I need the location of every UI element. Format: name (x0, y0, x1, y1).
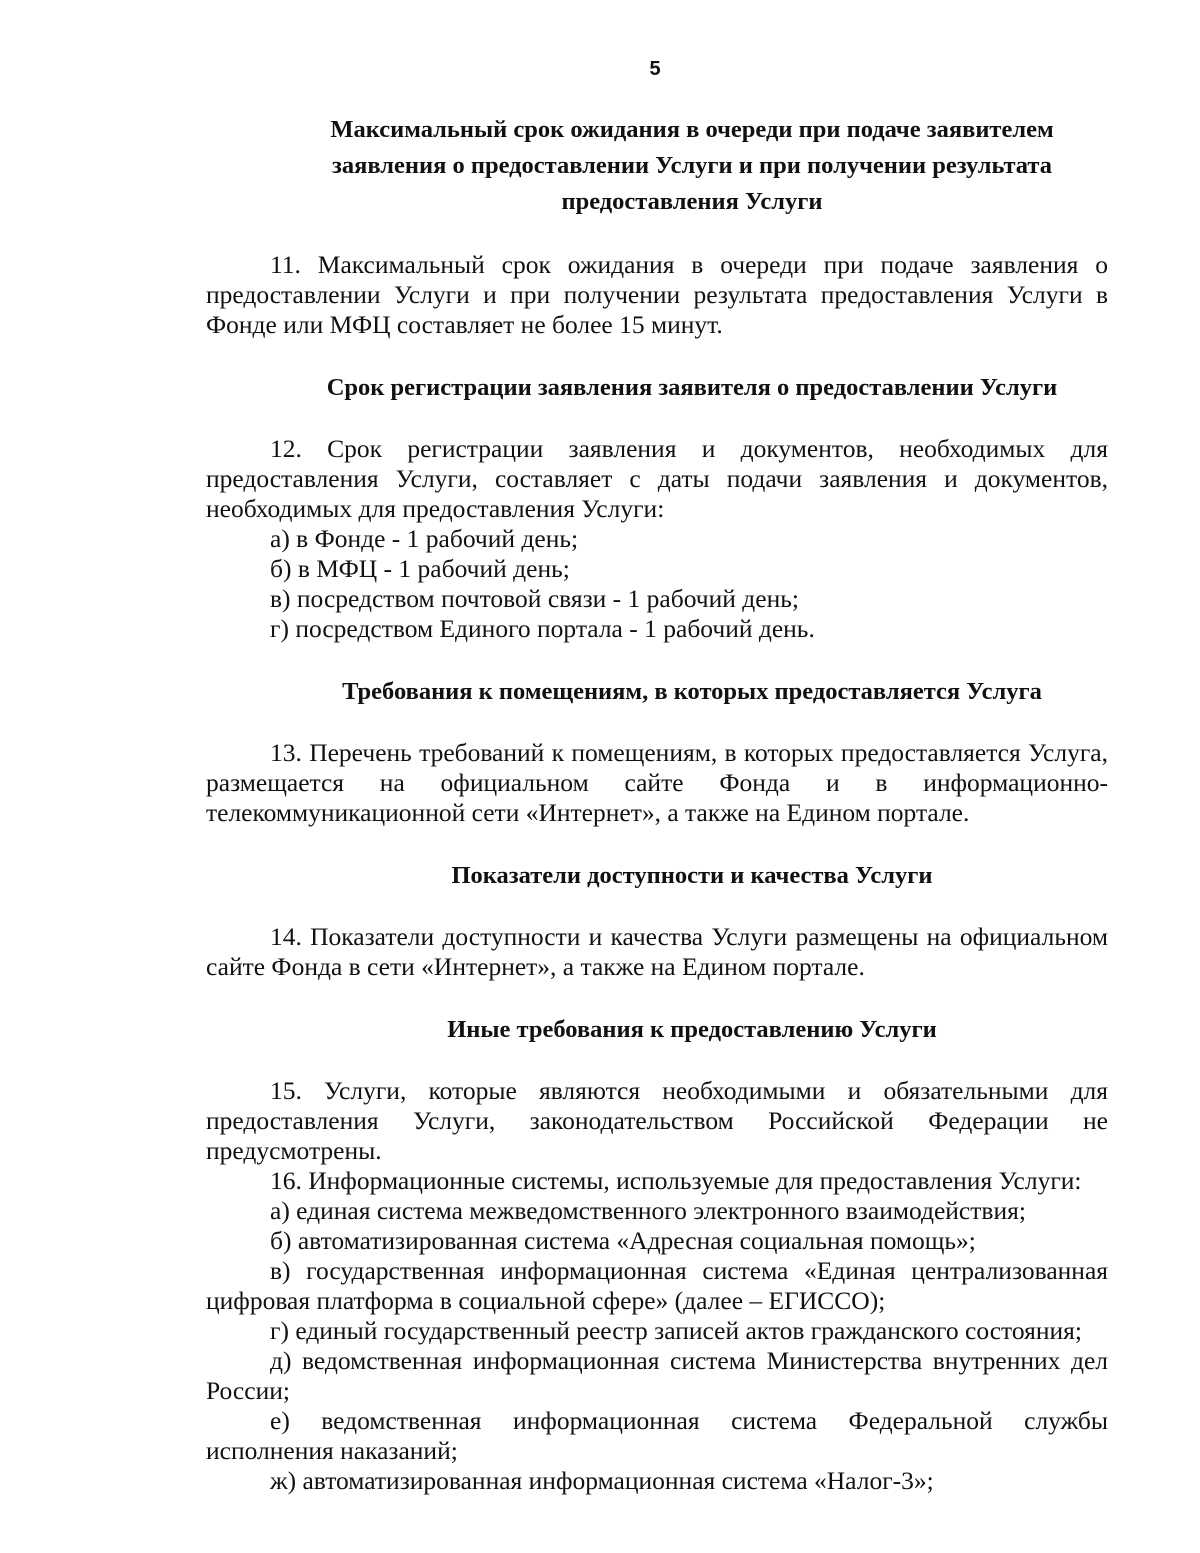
section-heading-indicators: Показатели доступности и качества Услуги (451, 862, 933, 889)
section-heading-queue-time: Максимальный срок ожидания в очереди при подаче заявителем заявления о предоставлении Услуги и при получении результата предоставления Услуги (330, 116, 1054, 215)
paragraph-16: 16. Информационные системы, используемые для предоставления Услуги: (270, 1166, 1082, 1195)
paragraph-12: 12. Срок регистрации заявления и документов, необходимых для предоставления Услуги, составляет с даты подачи заявления и документов, необходимых для предоставления Услуги: (206, 434, 1108, 523)
list-item-12b: б) в МФЦ - 1 рабочий день; (270, 554, 570, 583)
list-item-16g: ж) автоматизированная информационная система «Налог-3»; (270, 1466, 934, 1495)
section-heading-premises: Требования к помещениям, в которых предоставляется Услуга (342, 678, 1042, 705)
paragraph-15: 15. Услуги, которые являются необходимыми и обязательными для предоставления Услуги, законодательством Российской Федерации не предусмотрены. (206, 1076, 1108, 1165)
list-item-12d: г) посредством Единого портала - 1 рабочий день. (270, 614, 815, 643)
list-item-16b: б) автоматизированная система «Адресная социальная помощь»; (270, 1226, 976, 1255)
list-item-16e: д) ведомственная информационная система Министерства внутренних дел России; (206, 1346, 1108, 1405)
paragraph-13: 13. Перечень требований к помещениям, в которых предоставляется Услуга, размещается на официальном сайте Фонда и в информационно-телекоммуникационной сети «Интернет», а также на Едином портале. (206, 738, 1108, 827)
section-heading-other-requirements: Иные требования к предоставлению Услуги (447, 1016, 937, 1043)
list-item-16f: е) ведомственная информационная система Федеральной службы исполнения наказаний; (206, 1406, 1108, 1465)
list-item-16a: а) единая система межведомственного электронного взаимодействия; (270, 1196, 1026, 1225)
paragraph-14: 14. Показатели доступности и качества Услуги размещены на официальном сайте Фонда в сети «Интернет», а также на Едином портале. (206, 922, 1108, 981)
list-item-16c: в) государственная информационная система «Единая централизованная цифровая платформа в социальной сфере» (далее – ЕГИССО); (206, 1256, 1108, 1315)
document-body (206, 112, 1108, 1496)
page-number: 5 (649, 58, 661, 80)
list-item-12a: а) в Фонде - 1 рабочий день; (270, 524, 579, 553)
list-item-16d: г) единый государственный реестр записей актов гражданского состояния; (270, 1316, 1082, 1345)
section-heading-registration: Срок регистрации заявления заявителя о предоставлении Услуги (326, 374, 1058, 401)
list-item-12c: в) посредством почтовой связи - 1 рабочий день; (270, 584, 799, 613)
paragraph-11: 11. Максимальный срок ожидания в очереди при подаче заявления о предоставлении Услуги и при получении результата предоставления Услуги в Фонде или МФЦ составляет не более 15 минут. (206, 250, 1108, 339)
